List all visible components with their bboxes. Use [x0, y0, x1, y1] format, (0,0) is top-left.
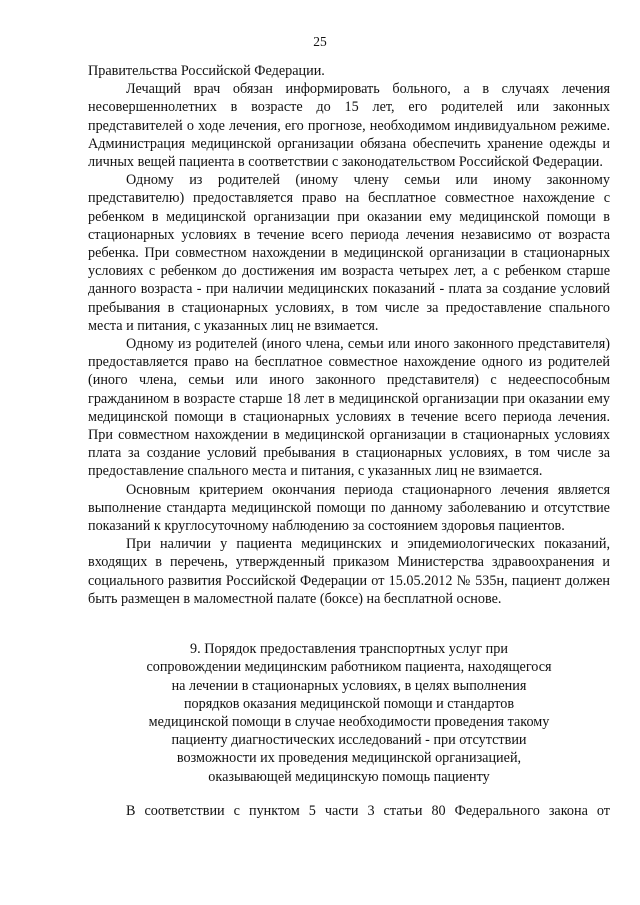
section-heading-line: 9. Порядок предоставления транспортных услуг при [190, 641, 508, 658]
section-heading-line: порядков оказания медицинской помощи и стандартов [183, 695, 515, 712]
section-heading-line: сопровождении медицинским работником пациента, находящегося [146, 659, 552, 676]
section-heading-line: на лечении в стационарных условиях, в целях выполнения [171, 677, 527, 694]
section-heading [88, 640, 610, 786]
page-number: 25 [313, 34, 327, 49]
paragraph-parent-with-incapacitated: Одному из родителей (иного члена, семьи или иного законного представителя) предоставляется право на бесплатное совместное нахождение одного из родителей (иного члена, семьи или иного законного представителя) с недееспособным гражданином в возрасте старше 18 лет в медицинской организации при оказании ему медицинской помощи в стационарных условиях в течение всего периода лечения. При совместном нахождении в медицинской организации в стационарных условиях плата за создание условий пребывания в стационарных условиях, в том числе за предоставление спального места и питания, с указанных лиц не взимается. [88, 336, 610, 480]
section-heading-line: оказывающей медицинскую помощь пациенту [208, 768, 490, 785]
section-heading-line: возможности их проведения медицинской организацией, [176, 750, 522, 767]
paragraph-attending-physician: Лечащий врач обязан информировать больного, а в случаях лечения несовершеннолетних в возрасте до 15 лет, его родителей или законных представителей о ходе лечения, его прогнозе, необходимом индивидуальном режиме. Администрация медицинской организации обязана обеспечить хранение одежды и личных вещей пациента в соответствии с законодательством Российской Федерации. [88, 81, 610, 171]
paragraph-continuation: Правительства Российской Федерации. [88, 63, 325, 79]
paragraph-discharge-criterion: Основным критерием окончания периода стационарного лечения является выполнение стандарта медицинской помощи по данному заболеванию и отсутствие показаний к круглосуточному наблюдению за состоянием здоровья пациентов. [88, 481, 610, 535]
document-body [88, 62, 610, 820]
paragraph-isolation-ward: При наличии у пациента медицинских и эпидемиологических показаний, входящих в перечень, утвержденный приказом Министерства здравоохранения и социального развития Российской Федерации от 15.05.2012 № 535н, пациент должен быть размещен в маломестной палате (боксе) на бесплатной основе. [88, 536, 610, 607]
section-heading-line: пациенту диагностических исследований - при отсутствии [171, 732, 527, 749]
section-heading-line: медицинской помощи в случае необходимости проведения такому [148, 713, 550, 730]
paragraph-federal-law: В соответствии с пунктом 5 части 3 статьи 80 Федерального закона от [126, 802, 610, 819]
paragraph-parent-with-child: Одному из родителей (иному члену семьи или иному законному представителю) предоставляется право на бесплатное совместное нахождение с ребенком в медицинской организации при оказании ему медицинской помощи в стационарных условиях в течение всего периода лечения независимо от возраста ребенка. При совместном нахождении в медицинской организации в стационарных условиях с ребенком до достижения им возраста четырех лет, а с ребенком старше данного возраста - при наличии медицинских показаний - плата за создание условий пребывания в стационарных условиях, в том числе за предоставление спального места и питания, с указанных лиц не взимается. [88, 172, 610, 334]
